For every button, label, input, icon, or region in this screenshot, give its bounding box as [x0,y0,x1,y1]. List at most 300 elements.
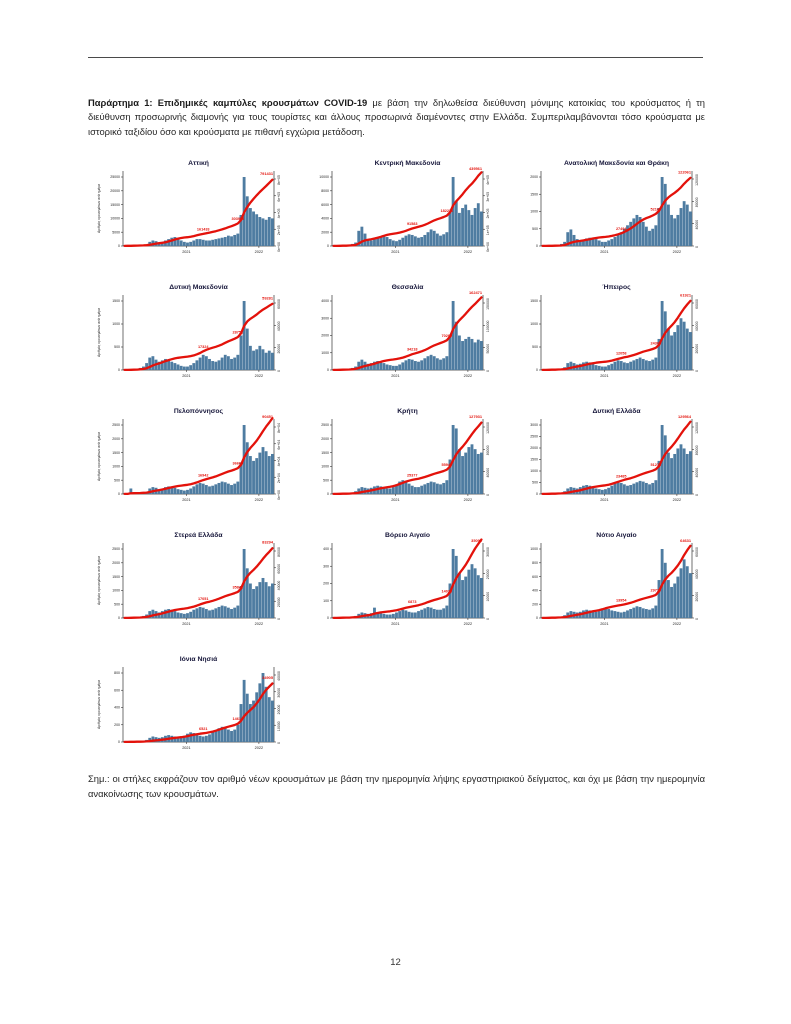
daily-cases-bar [601,242,604,246]
right-tick-label: 2e+05 [486,208,490,219]
daily-cases-bar [676,577,679,618]
daily-cases-bar [467,447,470,494]
daily-cases-bar [436,234,439,246]
daily-cases-bar [604,367,607,370]
daily-cases-bar [401,238,404,246]
daily-cases-bar [202,484,205,494]
daily-cases-bar [417,611,420,618]
daily-cases-bar [271,218,274,246]
daily-cases-bar [265,353,268,370]
daily-cases-bar [255,586,258,618]
right-tick-label: 6e+05 [277,191,281,202]
daily-cases-bar [186,490,189,494]
right-tick-label: 120000 [695,174,699,186]
daily-cases-bar [196,484,199,494]
daily-cases-bar [689,332,692,370]
daily-cases-bar [626,363,629,370]
daily-cases-bar [252,589,255,618]
daily-cases-bar [189,365,192,370]
daily-cases-bar [676,325,679,370]
daily-cases-bar [180,613,183,618]
left-tick-label: 500 [114,478,120,483]
daily-cases-bar [224,482,227,494]
left-tick-label: 500 [114,345,120,350]
left-tick-label: 4000 [321,216,329,221]
left-tick-label: 2000 [321,333,329,338]
daily-cases-bar [408,359,411,370]
right-tick-label: 100000 [486,320,490,333]
region-chart-12 [92,652,298,759]
daily-cases-bar [268,456,271,494]
daily-cases-bar [433,356,436,370]
daily-cases-bar [214,362,217,370]
left-tick-label: 2000 [112,561,120,565]
chart-title: Δυτική Ελλάδα [592,408,641,415]
daily-cases-bar [373,239,376,246]
right-tick-label: 0 [695,246,699,248]
daily-cases-bar [455,322,458,370]
left-tick-label: 1000 [321,350,329,355]
daily-cases-bar [427,232,430,246]
left-tick-label: 800 [114,671,120,676]
daily-cases-bar [230,359,233,370]
daily-cases-bar [642,359,645,370]
right-tick-label: 0 [277,742,281,744]
right-tick-label: 20000 [277,704,281,715]
left-tick-label: 400 [532,588,538,593]
daily-cases-bar [480,341,483,370]
daily-cases-bar [676,448,679,494]
daily-cases-bar [686,205,689,246]
daily-cases-bar [420,610,423,618]
daily-cases-bar [255,692,258,742]
daily-cases-bar [395,612,398,618]
final-annotation: 64631 [680,538,691,543]
daily-cases-bar [474,568,477,618]
right-tick-label: 10000 [486,591,490,602]
right-tick-label: 120000 [486,422,490,434]
daily-cases-bar [442,483,445,494]
chart-title: Ανατολική Μακεδονία και Θράκη [563,160,670,167]
daily-cases-bar [607,240,610,246]
daily-cases-bar [186,613,189,618]
daily-cases-bar [645,360,648,370]
mid-annotation: 6521 [198,726,208,731]
x-tick-label: 2021 [182,746,191,750]
mid-annotation: 28751 [232,330,244,335]
daily-cases-bar [236,355,239,370]
daily-cases-bar [423,235,426,246]
daily-cases-bar [271,353,274,370]
daily-cases-bar [395,241,398,246]
daily-cases-bar [252,461,255,494]
daily-cases-bar [258,453,261,494]
daily-cases-bar [626,610,629,618]
daily-cases-bar [480,578,483,618]
daily-cases-bar [617,360,620,370]
left-tick-label: 2000 [530,175,538,180]
daily-cases-bar [255,458,258,494]
daily-cases-bar [202,736,205,742]
daily-cases-bar [180,366,183,370]
daily-cases-bar [202,608,205,618]
left-tick-label: 2500 [321,423,329,428]
left-tick-label: 0 [327,616,329,621]
daily-cases-bar [461,341,464,370]
left-tick-label: 6000 [321,202,329,207]
left-tick-label: 300 [323,564,329,569]
daily-cases-bar [230,731,233,742]
daily-cases-bar [433,609,436,618]
mid-annotation: 6873 [407,600,417,605]
daily-cases-bar [205,485,208,494]
daily-cases-bar [401,362,404,370]
daily-cases-bar [268,586,271,618]
daily-cases-bar [620,483,623,494]
daily-cases-bar [467,570,470,618]
daily-cases-bar [455,556,458,618]
left-tick-label: 0 [536,492,538,497]
daily-cases-bar [255,214,258,246]
daily-cases-bar [221,482,224,494]
final-annotation: 59281 [262,295,273,301]
left-tick-label: 600 [114,688,120,693]
daily-cases-bar [458,573,461,618]
daily-cases-bar [262,447,265,494]
final-annotation: 90451 [262,414,273,419]
left-tick-label: 1000 [530,547,538,552]
left-tick-label: 10000 [110,216,120,221]
left-tick-label: 0 [327,244,329,249]
left-tick-label: 500 [114,602,120,607]
daily-cases-bar [224,728,227,742]
x-tick-label: 2022 [463,622,473,626]
daily-cases-bar [208,610,211,618]
chart-title: Κρήτη [397,408,418,415]
left-tick-label: 200 [114,722,120,727]
daily-cases-bar [233,608,236,618]
daily-cases-bar [405,482,408,494]
x-tick-label: 2022 [254,498,264,502]
daily-cases-bar [386,488,389,494]
daily-cases-bar [170,362,173,370]
daily-cases-bar [389,365,392,370]
daily-cases-bar [645,609,648,618]
daily-cases-bar [271,454,274,494]
left-tick-label: 1500 [530,192,538,197]
daily-cases-bar [265,220,268,246]
y-axis-label: Αριθμός κρουσμάτων ανά ημέρα [97,308,101,357]
daily-cases-bar [199,736,202,742]
daily-cases-bar [667,329,670,370]
daily-cases-bar [452,301,455,370]
daily-cases-bar [173,488,176,494]
daily-cases-bar [392,240,395,246]
chart-cell-6 [92,404,298,511]
daily-cases-bar [464,205,467,246]
daily-cases-bar [458,449,461,494]
x-tick-label: 2022 [672,374,682,378]
left-tick-label: 25000 [110,175,120,180]
daily-cases-bar [680,318,683,370]
daily-cases-bar [471,339,474,370]
daily-cases-bar [208,240,211,246]
daily-cases-bar [208,486,211,494]
x-tick-label: 2021 [182,250,191,254]
daily-cases-bar [427,356,430,370]
daily-cases-bar [436,358,439,370]
daily-cases-bar [214,239,217,246]
daily-cases-bar [654,225,657,246]
right-tick-label: 150000 [486,298,490,310]
daily-cases-bar [670,458,673,494]
mid-annotation: 55940 [441,463,453,468]
left-tick-label: 1500 [112,574,120,579]
daily-cases-bar [177,612,180,618]
final-annotation: 61921 [680,292,691,298]
left-tick-label: 1500 [321,450,329,455]
daily-cases-bar [189,242,192,246]
daily-cases-bar [654,606,657,618]
daily-cases-bar [626,486,629,494]
daily-cases-bar [262,673,265,742]
left-tick-label: 1000 [530,322,538,327]
left-tick-label: 200 [323,581,329,586]
daily-cases-bar [202,240,205,246]
mid-annotation: 91583 [406,222,418,227]
region-chart-8 [510,404,716,511]
daily-cases-bar [629,485,632,494]
right-tick-label: 3e+05 [486,191,490,202]
daily-cases-bar [689,212,692,247]
right-tick-label: 40000 [277,321,281,332]
right-tick-label: 20000 [695,591,699,602]
daily-cases-bar [173,611,176,618]
daily-cases-bar [595,239,598,246]
x-tick-label: 2021 [600,374,609,378]
daily-cases-bar [233,730,236,742]
daily-cases-bar [601,490,604,494]
mid-annotation: 182236 [440,209,454,214]
daily-cases-bar [398,611,401,618]
daily-cases-bar [598,240,601,246]
daily-cases-bar [401,610,404,618]
footnote: Σημ.: οι στήλες εκφράζουν τον αριθμό νέων κρουσμάτων με βάση την ημερομηνία λήψης εργαστηριακού δείγματος, και όχι με βάση την ημερομηνία ανακοίνωσης των κρουσμάτων. [88,773,705,799]
daily-cases-bar [642,608,645,618]
daily-cases-bar [461,456,464,494]
left-tick-label: 1000 [321,464,329,469]
daily-cases-bar [610,239,613,246]
right-tick-label: 20000 [486,569,490,580]
mid-annotation: 34218 [406,347,418,352]
daily-cases-bar [436,610,439,618]
mid-annotation: 52168 [650,207,662,212]
right-tick-label: 40000 [277,671,281,681]
daily-cases-bar [477,340,480,370]
left-tick-label: 10000 [319,175,329,180]
daily-cases-bar [189,732,192,742]
daily-cases-bar [414,236,417,246]
left-tick-label: 1500 [112,450,120,455]
daily-cases-bar [221,358,224,370]
daily-cases-bar [445,232,448,246]
daily-cases-bar [601,367,604,370]
right-tick-label: 80000 [695,197,699,208]
left-tick-label: 0 [536,368,538,373]
chart-title: Ιόνια Νησιά [179,656,218,663]
daily-cases-bar [670,587,673,618]
left-tick-label: 1000 [112,322,120,327]
daily-cases-bar [595,488,598,494]
daily-cases-bar [464,339,467,370]
daily-cases-bar [414,361,417,370]
right-tick-label: 0e+00 [277,490,281,500]
daily-cases-bar [268,697,271,742]
daily-cases-bar [607,365,610,370]
daily-cases-bar [246,694,249,742]
chart-cell-0 [92,156,298,263]
final-annotation: 35092 [471,538,482,543]
daily-cases-bar [471,215,474,246]
chart-title: Αττική [188,160,209,167]
daily-cases-bar [411,486,414,494]
daily-cases-bar [683,322,686,370]
daily-cases-bar [680,444,683,494]
daily-cases-bar [398,364,401,370]
right-tick-label: 0 [277,618,281,620]
daily-cases-bar [689,451,692,494]
left-tick-label: 1500 [530,299,538,304]
daily-cases-bar [680,568,683,618]
daily-cases-bar [664,435,667,494]
daily-cases-bar [474,449,477,494]
chart-title: Θεσσαλία [391,284,424,291]
right-tick-label: 2e+05 [277,225,281,236]
daily-cases-bar [211,361,214,370]
daily-cases-bar [642,482,645,494]
final-annotation: 83294 [262,539,273,545]
daily-cases-bar [233,358,236,370]
daily-cases-bar [233,484,236,494]
x-tick-label: 2021 [391,622,400,626]
chart-title: Νότιο Αιγαίο [596,532,637,539]
daily-cases-bar [645,227,648,246]
daily-cases-bar [420,237,423,246]
daily-cases-bar [177,364,180,370]
right-tick-label: 20000 [695,343,699,354]
daily-cases-bar [249,208,252,246]
chart-cell-1 [301,156,507,263]
daily-cases-bar [423,358,426,370]
x-tick-label: 2021 [182,622,191,626]
daily-cases-bar [405,610,408,618]
chart-title: Βόρειο Αιγαίο [385,532,430,539]
daily-cases-bar [420,360,423,370]
left-tick-label: 4000 [321,299,329,304]
daily-cases-bar [620,612,623,618]
daily-cases-bar [224,606,227,618]
daily-cases-bar [670,336,673,371]
daily-cases-bar [614,362,617,370]
left-tick-label: 1000 [530,209,538,214]
daily-cases-bar [629,222,632,246]
region-chart-1 [301,156,507,263]
daily-cases-bar [667,205,670,246]
daily-cases-bar [186,367,189,370]
daily-cases-bar [683,448,686,494]
chart-title: Στερεά Ελλάδα [174,532,223,539]
right-tick-label: 60000 [695,299,699,309]
daily-cases-bar [173,363,176,370]
right-tick-label: 30000 [486,547,490,557]
daily-cases-bar [227,730,230,742]
daily-cases-bar [651,229,654,246]
mid-annotation: 25377 [406,473,418,478]
daily-cases-bar [686,566,689,618]
daily-cases-bar [271,701,274,742]
final-annotation: 129564 [678,414,691,419]
daily-cases-bar [607,609,610,618]
daily-cases-bar [243,301,246,370]
daily-cases-bar [614,237,617,246]
right-tick-label: 80000 [695,445,699,456]
daily-cases-bar [689,573,692,618]
daily-cases-bar [208,359,211,370]
right-tick-label: 40000 [695,467,699,478]
daily-cases-bar [417,238,420,246]
daily-cases-bar [218,238,221,246]
daily-cases-bar [265,451,268,494]
daily-cases-bar [262,349,265,370]
daily-cases-bar [614,611,617,618]
daily-cases-bar [268,217,271,246]
daily-cases-bar [477,203,480,246]
daily-cases-bar [196,239,199,246]
daily-cases-bar [658,580,661,618]
x-tick-label: 2022 [254,622,264,626]
x-tick-label: 2022 [463,498,473,502]
daily-cases-bar [262,218,265,246]
daily-cases-bar [382,363,385,370]
region-chart-3 [92,280,298,387]
chart-cell-7 [301,404,507,511]
daily-cases-bar [595,365,598,370]
daily-cases-bar [433,482,436,494]
daily-cases-bar [411,360,414,370]
daily-cases-bar [471,564,474,618]
right-tick-label: 80000 [486,445,490,456]
daily-cases-bar [670,215,673,246]
x-tick-label: 2021 [600,250,609,254]
daily-cases-bar [411,612,414,618]
x-tick-label: 2022 [672,250,682,254]
daily-cases-bar [449,212,452,247]
left-tick-label: 0 [536,616,538,621]
daily-cases-bar [477,575,480,618]
x-tick-label: 2021 [600,622,609,626]
left-tick-label: 600 [532,574,538,579]
appendix-caption-body: με βάση την δηλωθείσα διεύθυνση μόνιμης κατοικίας του κρούσματος ή τη διεύθυνση προσωρινής διαμονής για τους τουρίστες και άλλους προσωρινά διαμένοντες στην Ελλάδα. Συμπεριλαμβάνονται τόσο κρούσματα με ιστορικό ταξιδίου όσο και κρούσματα με πιθανή εγχώρια μετάδοση. [88,97,705,137]
left-tick-label: 8000 [321,189,329,193]
daily-cases-bar [227,236,230,246]
daily-cases-bar [192,486,195,494]
right-tick-label: 80000 [277,547,281,557]
y-axis-label: Αριθμός κρουσμάτων ανά ημέρα [97,680,101,729]
daily-cases-bar [651,608,654,618]
charts-grid [92,156,720,759]
daily-cases-bar [167,360,170,370]
daily-cases-bar [196,734,199,742]
